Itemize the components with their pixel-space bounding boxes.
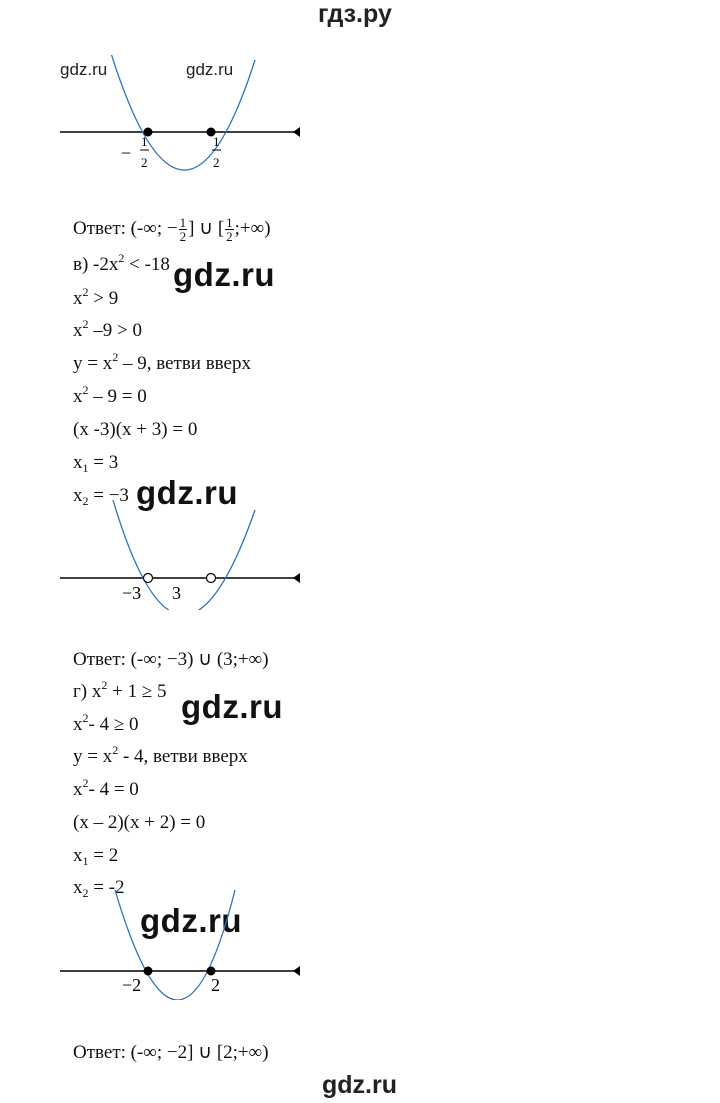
v-line-2 bbox=[73, 285, 119, 310]
text: –9 > 0 bbox=[88, 320, 142, 341]
g-line-5: (x – 2)(x + 2) = 0 bbox=[73, 812, 206, 833]
point-right-open bbox=[207, 574, 216, 583]
subscript: 2 bbox=[82, 494, 89, 508]
text: - 4 ≥ 0 bbox=[88, 714, 139, 735]
tick-right-label: 2 bbox=[211, 975, 220, 995]
exponent: 2 bbox=[82, 776, 89, 790]
subscript: 2 bbox=[82, 886, 89, 900]
watermark-big-3: gdz.ru bbox=[181, 688, 283, 725]
text: – 9 = 0 bbox=[88, 386, 147, 407]
text: = −3 bbox=[88, 485, 129, 506]
answer-2: Ответ: (-∞; −3) ∪ (3;+∞) bbox=[73, 649, 269, 670]
g-line-3 bbox=[73, 743, 248, 768]
watermark-big-1: gdz.ru bbox=[173, 256, 275, 293]
tick-right-num: 1 bbox=[213, 134, 220, 149]
numerator: 1 bbox=[226, 215, 233, 230]
graph-2 bbox=[55, 500, 305, 610]
text: x bbox=[73, 779, 83, 800]
point-left-open bbox=[144, 574, 153, 583]
watermark-big-4: gdz.ru bbox=[140, 902, 242, 939]
fraction bbox=[225, 216, 234, 243]
tick-right-den: 2 bbox=[213, 155, 220, 170]
subscript: 1 bbox=[82, 854, 89, 868]
site-header: гдз.ру bbox=[318, 0, 392, 28]
text: x bbox=[73, 452, 83, 473]
watermark-small-right: gdz.ru bbox=[186, 60, 234, 79]
parabola bbox=[110, 55, 255, 170]
text: y = x bbox=[73, 353, 113, 374]
v-line-4 bbox=[73, 350, 251, 375]
denominator: 2 bbox=[226, 229, 233, 244]
g-line-1 bbox=[73, 678, 167, 703]
exponent: 2 bbox=[82, 711, 89, 725]
text: - 4, ветви вверх bbox=[118, 746, 248, 767]
axis-arrow-icon bbox=[293, 573, 300, 583]
v-line-3 bbox=[73, 317, 142, 342]
v-line-6: (x -3)(x + 3) = 0 bbox=[73, 419, 198, 440]
tick-left-label: −3 bbox=[122, 583, 142, 603]
exponent: 2 bbox=[82, 285, 89, 299]
fraction bbox=[179, 216, 188, 243]
text: x bbox=[73, 386, 83, 407]
axis-arrow-icon bbox=[293, 127, 300, 137]
site-footer: gdz.ru bbox=[322, 1071, 397, 1099]
g-line-2 bbox=[73, 711, 139, 736]
text: > 9 bbox=[88, 288, 119, 309]
answer-1-prefix: Ответ: (-∞; − bbox=[73, 217, 178, 239]
answer-1-suffix: ;+∞) bbox=[234, 217, 271, 239]
numerator: 1 bbox=[179, 215, 187, 230]
denominator: 2 bbox=[179, 229, 187, 244]
tick-minus-sign: − bbox=[121, 143, 132, 163]
text: - 4 = 0 bbox=[88, 779, 139, 800]
exponent: 2 bbox=[82, 383, 89, 397]
graph-3 bbox=[55, 890, 305, 1000]
answer-3: Ответ: (-∞; −2] ∪ [2;+∞) bbox=[73, 1042, 269, 1063]
watermark-small-left: gdz.ru bbox=[60, 60, 108, 79]
exponent: 2 bbox=[118, 251, 125, 265]
text: x bbox=[73, 320, 83, 341]
text: в) -2x bbox=[73, 254, 119, 275]
text: = 3 bbox=[88, 452, 119, 473]
text: г) x bbox=[73, 681, 102, 702]
tick-left-num: 1 bbox=[141, 134, 148, 149]
subscript: 1 bbox=[82, 461, 89, 475]
text: – 9, ветви вверх bbox=[118, 353, 251, 374]
text: y = x bbox=[73, 746, 113, 767]
tick-right-label: 3 bbox=[172, 583, 181, 603]
text: x bbox=[73, 714, 83, 735]
axis-arrow-icon bbox=[293, 966, 300, 976]
v-line-7 bbox=[73, 452, 118, 474]
exponent: 2 bbox=[101, 678, 108, 692]
tick-left-den: 2 bbox=[141, 155, 148, 170]
text: = 2 bbox=[88, 845, 119, 866]
watermark-big-2: gdz.ru bbox=[136, 474, 238, 511]
text: x bbox=[73, 288, 83, 309]
exponent: 2 bbox=[112, 350, 119, 364]
text: x bbox=[73, 485, 83, 506]
tick-left-label: −2 bbox=[122, 975, 142, 995]
answer-1-mid: ] ∪ [ bbox=[188, 217, 225, 239]
text: x bbox=[73, 845, 83, 866]
g-line-6 bbox=[73, 845, 118, 867]
v-line-1 bbox=[73, 251, 170, 276]
text: = -2 bbox=[88, 877, 125, 898]
v-line-5 bbox=[73, 383, 147, 408]
point-left-filled bbox=[144, 967, 153, 976]
text: + 1 ≥ 5 bbox=[107, 681, 167, 702]
text: < -18 bbox=[124, 254, 170, 275]
exponent: 2 bbox=[112, 743, 119, 757]
g-line-4 bbox=[73, 776, 139, 801]
answer-1 bbox=[73, 216, 271, 243]
exponent: 2 bbox=[82, 317, 89, 331]
text: x bbox=[73, 877, 83, 898]
